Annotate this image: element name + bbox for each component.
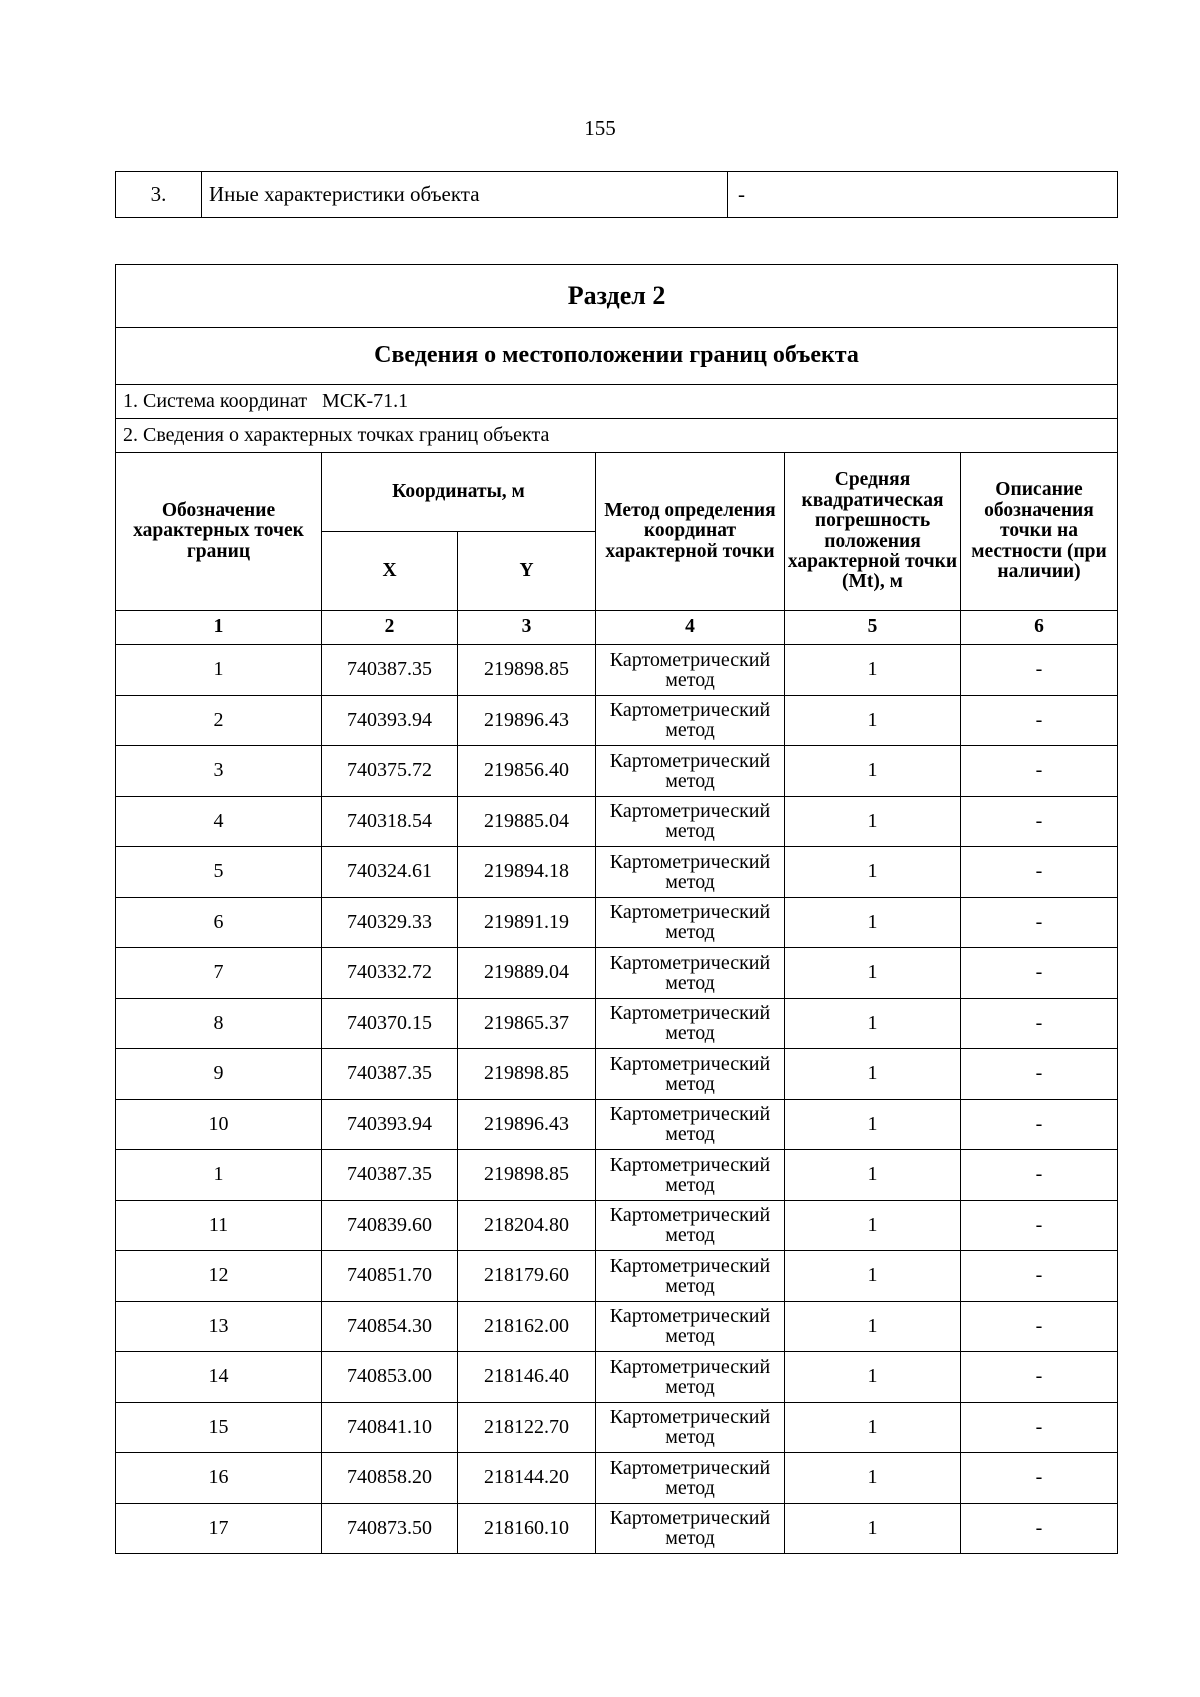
coord-x: 740393.94 bbox=[322, 1099, 458, 1150]
section-title: Раздел 2 bbox=[116, 265, 1118, 328]
method bbox=[596, 1099, 785, 1150]
method-line: метод bbox=[665, 1274, 715, 1297]
point-id: 6 bbox=[116, 897, 322, 948]
method bbox=[596, 746, 785, 797]
method bbox=[596, 1402, 785, 1453]
point-id: 2 bbox=[116, 695, 322, 746]
description: - bbox=[961, 645, 1118, 696]
method-line: метод bbox=[665, 1426, 715, 1449]
point-id: 1 bbox=[116, 1150, 322, 1201]
table-row bbox=[116, 1352, 1118, 1403]
method-line: метод bbox=[665, 719, 715, 742]
table-row bbox=[116, 1099, 1118, 1150]
table-row bbox=[116, 998, 1118, 1049]
points-info: 2. Сведения о характерных точках границ объекта bbox=[116, 419, 1118, 453]
coord-y: 218160.10 bbox=[458, 1503, 596, 1554]
description: - bbox=[961, 847, 1118, 898]
coord-x: 740853.00 bbox=[322, 1352, 458, 1403]
method-line: Картометрический bbox=[609, 1355, 771, 1378]
coord-y: 219889.04 bbox=[458, 948, 596, 999]
coord-y: 219896.43 bbox=[458, 695, 596, 746]
error-mt: 1 bbox=[785, 695, 961, 746]
table-row bbox=[116, 1301, 1118, 1352]
coord-y: 218122.70 bbox=[458, 1402, 596, 1453]
row-number: 3. bbox=[116, 172, 202, 218]
table-row bbox=[116, 172, 1118, 218]
table-row bbox=[116, 948, 1118, 999]
description: - bbox=[961, 1200, 1118, 1251]
method-line: Картометрический bbox=[609, 1103, 771, 1126]
method-line: Картометрический bbox=[609, 951, 771, 974]
point-id: 3 bbox=[116, 746, 322, 797]
coord-y: 219885.04 bbox=[458, 796, 596, 847]
table-row bbox=[116, 1200, 1118, 1251]
coord-y: 219898.85 bbox=[458, 645, 596, 696]
error-mt: 1 bbox=[785, 1200, 961, 1251]
method-line: Картометрический bbox=[609, 800, 771, 823]
header-designation: Обозначение характерных точек границ bbox=[116, 453, 322, 611]
header-x: X bbox=[322, 532, 458, 611]
point-id: 1 bbox=[116, 645, 322, 696]
description: - bbox=[961, 1352, 1118, 1403]
method-line: метод bbox=[665, 1527, 715, 1550]
method bbox=[596, 998, 785, 1049]
description: - bbox=[961, 1301, 1118, 1352]
method-line: Картометрический bbox=[609, 749, 771, 772]
coord-x: 740858.20 bbox=[322, 1453, 458, 1504]
error-mt: 1 bbox=[785, 796, 961, 847]
section-subtitle: Сведения о местоположении границ объекта bbox=[116, 328, 1118, 385]
error-mt: 1 bbox=[785, 1251, 961, 1302]
method-line: Картометрический bbox=[609, 1002, 771, 1025]
error-mt: 1 bbox=[785, 1301, 961, 1352]
table-row bbox=[116, 897, 1118, 948]
header-error: Средняя квадратическая погрешность положения характерной точки (Mt), м bbox=[785, 453, 961, 611]
coord-y: 218144.20 bbox=[458, 1453, 596, 1504]
description: - bbox=[961, 1402, 1118, 1453]
method-line: Картометрический bbox=[609, 1507, 771, 1530]
method bbox=[596, 1049, 785, 1100]
method-line: метод bbox=[665, 1476, 715, 1499]
coord-x: 740329.33 bbox=[322, 897, 458, 948]
error-mt: 1 bbox=[785, 1503, 961, 1554]
boundary-points-table bbox=[115, 264, 1118, 1554]
point-id: 8 bbox=[116, 998, 322, 1049]
method-line: метод bbox=[665, 1173, 715, 1196]
method-line: метод bbox=[665, 870, 715, 893]
method-line: Картометрический bbox=[609, 699, 771, 722]
row-name: Иные характеристики объекта bbox=[202, 172, 728, 218]
page-number: 155 bbox=[584, 116, 616, 140]
method bbox=[596, 1251, 785, 1302]
error-mt: 1 bbox=[785, 948, 961, 999]
coord-y: 218204.80 bbox=[458, 1200, 596, 1251]
method-line: метод bbox=[665, 921, 715, 944]
error-mt: 1 bbox=[785, 897, 961, 948]
method bbox=[596, 1301, 785, 1352]
coord-x: 740375.72 bbox=[322, 746, 458, 797]
point-id: 5 bbox=[116, 847, 322, 898]
table-row bbox=[116, 1503, 1118, 1554]
description: - bbox=[961, 948, 1118, 999]
coord-y: 218146.40 bbox=[458, 1352, 596, 1403]
coord-x: 740839.60 bbox=[322, 1200, 458, 1251]
method-line: метод bbox=[665, 1123, 715, 1146]
method-line: метод bbox=[665, 971, 715, 994]
point-id: 12 bbox=[116, 1251, 322, 1302]
method bbox=[596, 1150, 785, 1201]
coord-y: 219894.18 bbox=[458, 847, 596, 898]
point-id: 4 bbox=[116, 796, 322, 847]
method-line: Картометрический bbox=[609, 1204, 771, 1227]
column-number: 3 bbox=[458, 611, 596, 645]
method-line: метод bbox=[665, 820, 715, 843]
point-id: 13 bbox=[116, 1301, 322, 1352]
coord-x: 740318.54 bbox=[322, 796, 458, 847]
method-line: Картометрический bbox=[609, 1406, 771, 1429]
description: - bbox=[961, 1049, 1118, 1100]
error-mt: 1 bbox=[785, 1453, 961, 1504]
header-coordinates: Координаты, м bbox=[322, 453, 596, 532]
point-id: 7 bbox=[116, 948, 322, 999]
point-id: 10 bbox=[116, 1099, 322, 1150]
description: - bbox=[961, 746, 1118, 797]
coord-y: 219898.85 bbox=[458, 1150, 596, 1201]
method-line: метод bbox=[665, 1072, 715, 1095]
error-mt: 1 bbox=[785, 1352, 961, 1403]
coord-y: 219898.85 bbox=[458, 1049, 596, 1100]
coord-x: 740851.70 bbox=[322, 1251, 458, 1302]
column-number: 4 bbox=[596, 611, 785, 645]
table-row bbox=[116, 847, 1118, 898]
method bbox=[596, 847, 785, 898]
table-row bbox=[116, 1453, 1118, 1504]
description: - bbox=[961, 897, 1118, 948]
method-line: Картометрический bbox=[609, 901, 771, 924]
table-row bbox=[116, 746, 1118, 797]
coord-system: 1. Система координат МСК-71.1 bbox=[116, 385, 1118, 419]
coord-x: 740393.94 bbox=[322, 695, 458, 746]
coord-x: 740873.50 bbox=[322, 1503, 458, 1554]
error-mt: 1 bbox=[785, 998, 961, 1049]
coord-y: 218162.00 bbox=[458, 1301, 596, 1352]
coord-x: 740324.61 bbox=[322, 847, 458, 898]
description: - bbox=[961, 1503, 1118, 1554]
method-line: Картометрический bbox=[609, 850, 771, 873]
point-id: 14 bbox=[116, 1352, 322, 1403]
header-y: Y bbox=[458, 532, 596, 611]
point-id: 15 bbox=[116, 1402, 322, 1453]
header-description: Описание обозначения точки на местности (при наличии) bbox=[961, 453, 1118, 611]
method-line: Картометрический bbox=[609, 1254, 771, 1277]
coord-y: 219891.19 bbox=[458, 897, 596, 948]
method-line: Картометрический bbox=[609, 648, 771, 671]
coord-x: 740387.35 bbox=[322, 645, 458, 696]
method-line: Картометрический bbox=[609, 1153, 771, 1176]
table-row bbox=[116, 1049, 1118, 1100]
description: - bbox=[961, 998, 1118, 1049]
method-line: Картометрический bbox=[609, 1305, 771, 1328]
method-line: метод bbox=[665, 1022, 715, 1045]
row-value: - bbox=[728, 172, 1118, 218]
table-row bbox=[116, 1251, 1118, 1302]
coord-y: 219896.43 bbox=[458, 1099, 596, 1150]
error-mt: 1 bbox=[785, 746, 961, 797]
coord-x: 740854.30 bbox=[322, 1301, 458, 1352]
error-mt: 1 bbox=[785, 1099, 961, 1150]
error-mt: 1 bbox=[785, 847, 961, 898]
coord-x: 740387.35 bbox=[322, 1049, 458, 1100]
description: - bbox=[961, 1251, 1118, 1302]
characteristics-table bbox=[115, 171, 1118, 218]
coord-y: 218179.60 bbox=[458, 1251, 596, 1302]
column-number: 1 bbox=[116, 611, 322, 645]
error-mt: 1 bbox=[785, 1402, 961, 1453]
point-id: 16 bbox=[116, 1453, 322, 1504]
column-number: 2 bbox=[322, 611, 458, 645]
method bbox=[596, 1200, 785, 1251]
coord-x: 740332.72 bbox=[322, 948, 458, 999]
method-line: метод bbox=[665, 668, 715, 691]
description: - bbox=[961, 1099, 1118, 1150]
description: - bbox=[961, 695, 1118, 746]
method-line: метод bbox=[665, 1375, 715, 1398]
error-mt: 1 bbox=[785, 645, 961, 696]
table-row bbox=[116, 1150, 1118, 1201]
method bbox=[596, 1352, 785, 1403]
method bbox=[596, 948, 785, 999]
method bbox=[596, 796, 785, 847]
header-method: Метод определения координат характерной точки bbox=[596, 453, 785, 611]
table-row bbox=[116, 1402, 1118, 1453]
error-mt: 1 bbox=[785, 1049, 961, 1100]
method bbox=[596, 1503, 785, 1554]
description: - bbox=[961, 1453, 1118, 1504]
coord-y: 219865.37 bbox=[458, 998, 596, 1049]
coord-x: 740387.35 bbox=[322, 1150, 458, 1201]
method-line: метод bbox=[665, 1224, 715, 1247]
table-row bbox=[116, 645, 1118, 696]
coord-x: 740841.10 bbox=[322, 1402, 458, 1453]
method bbox=[596, 897, 785, 948]
error-mt: 1 bbox=[785, 1150, 961, 1201]
coord-y: 219856.40 bbox=[458, 746, 596, 797]
point-id: 17 bbox=[116, 1503, 322, 1554]
table-row bbox=[116, 695, 1118, 746]
method-line: Картометрический bbox=[609, 1052, 771, 1075]
method bbox=[596, 695, 785, 746]
point-id: 11 bbox=[116, 1200, 322, 1251]
description: - bbox=[961, 796, 1118, 847]
method-line: метод bbox=[665, 1325, 715, 1348]
point-id: 9 bbox=[116, 1049, 322, 1100]
column-number: 5 bbox=[785, 611, 961, 645]
method-line: Картометрический bbox=[609, 1456, 771, 1479]
method bbox=[596, 645, 785, 696]
method bbox=[596, 1453, 785, 1504]
column-number: 6 bbox=[961, 611, 1118, 645]
method-line: метод bbox=[665, 769, 715, 792]
table-row bbox=[116, 796, 1118, 847]
coord-x: 740370.15 bbox=[322, 998, 458, 1049]
description: - bbox=[961, 1150, 1118, 1201]
